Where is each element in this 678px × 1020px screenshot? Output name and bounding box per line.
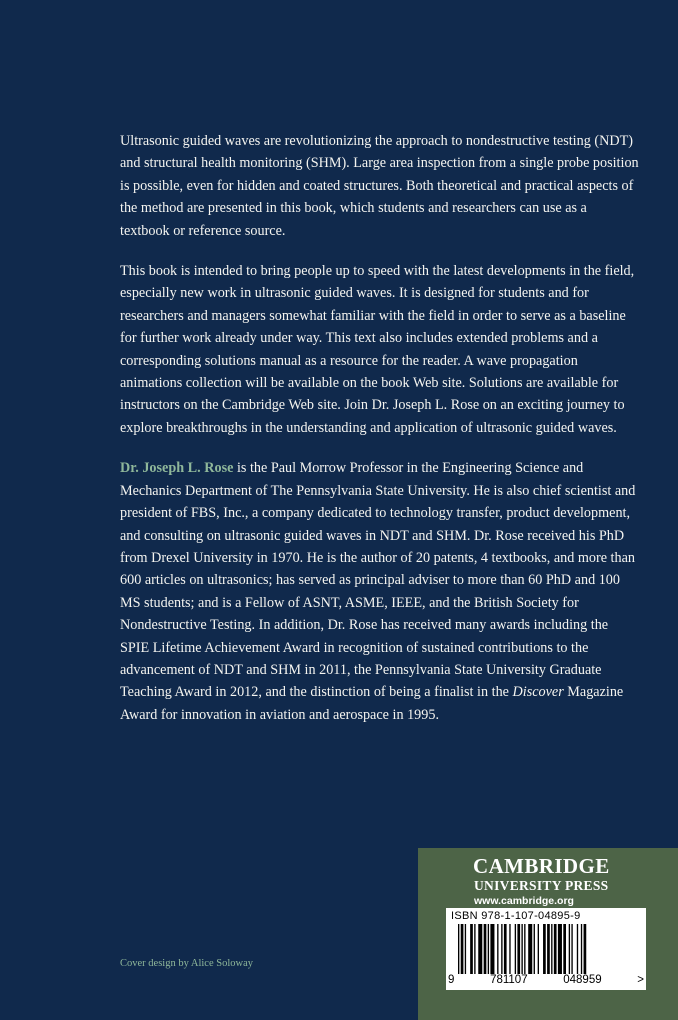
back-cover-text	[120, 130, 640, 726]
publisher-name: CAMBRIDGE	[473, 854, 610, 878]
barcode-bars-icon	[456, 924, 636, 976]
author-bio-text-1: is the Paul Morrow Professor in the Engineering Science and Mechanics Department of The Pennsylvania State University. He is also chief scientist and president of FBS, Inc., a company dedicated to technology transfer, product development, and consulting on ultrasonic guided waves in NDT and SHM. Dr. Rose received his PhD from Drexel University in 1970. He is the author of 20 patents, 4 textbooks, and more than 600 articles on ultrasonics; has served as principal adviser to more than 60 PhD and 100 MS students; and is a Fellow of ASNT, ASME, IEEE, and the British Society for Nondestructive Testing. In addition, Dr. Rose has received many awards including the SPIE Lifetime Achievement Award in recognition of sustained contributions to the advancement of NDT and SHM in 2011, the Pennsylvania State University Graduate Teaching Award in 2012, and the distinction of being a finalist in the	[120, 460, 636, 701]
magazine-name: Discover	[512, 684, 564, 701]
description-paragraph-1: Ultrasonic guided waves are revolutionizing the approach to nondestructive testing (NDT) and structural health monitoring (SHM). Large area inspection from a single probe position is possible, even for hidden and coated structures. Both theoretical and practical aspects of the method are presented in this book, which students and researchers can use as a textbook or reference source.	[120, 133, 639, 239]
description-paragraph-2: This book is intended to bring people up to speed with the latest developments in the field, especially new work in ultrasonic guided waves. It is designed for students and for researchers and managers somewhat familiar with the field in order to serve as a baseline for further work already under way. This text also includes extended problems and a corresponding solutions manual as a resource for the reader. A wave propagation animations collection will be available on the book Web site. Solutions are available for instructors on the Cambridge Web site. Join Dr. Joseph L. Rose on an exciting journey to explore breakthroughs in the understanding and application of ultrasonic guided waves.	[120, 263, 635, 436]
barcode-digit-group-1: 781107	[490, 974, 528, 986]
isbn-barcode	[446, 908, 646, 990]
barcode-digit-group-2: 048959	[563, 974, 602, 986]
author-name: Dr. Joseph L. Rose	[120, 460, 234, 477]
isbn-label: ISBN 978-1-107-04895-9	[451, 910, 581, 922]
publisher-box	[418, 848, 678, 1020]
author-bio-text-2: Magazine Award for innovation in aviation and aerospace in 1995.	[120, 684, 624, 723]
barcode-digit-lead: 9	[448, 974, 455, 986]
cover-design-credit: Cover design by Alice Soloway	[120, 958, 253, 969]
barcode-digits	[446, 974, 646, 986]
author-bio	[120, 457, 640, 726]
publisher-subtitle: UNIVERSITY PRESS	[474, 878, 609, 893]
publisher-url: www.cambridge.org	[474, 895, 574, 907]
barcode-digit-end: >	[637, 974, 644, 986]
